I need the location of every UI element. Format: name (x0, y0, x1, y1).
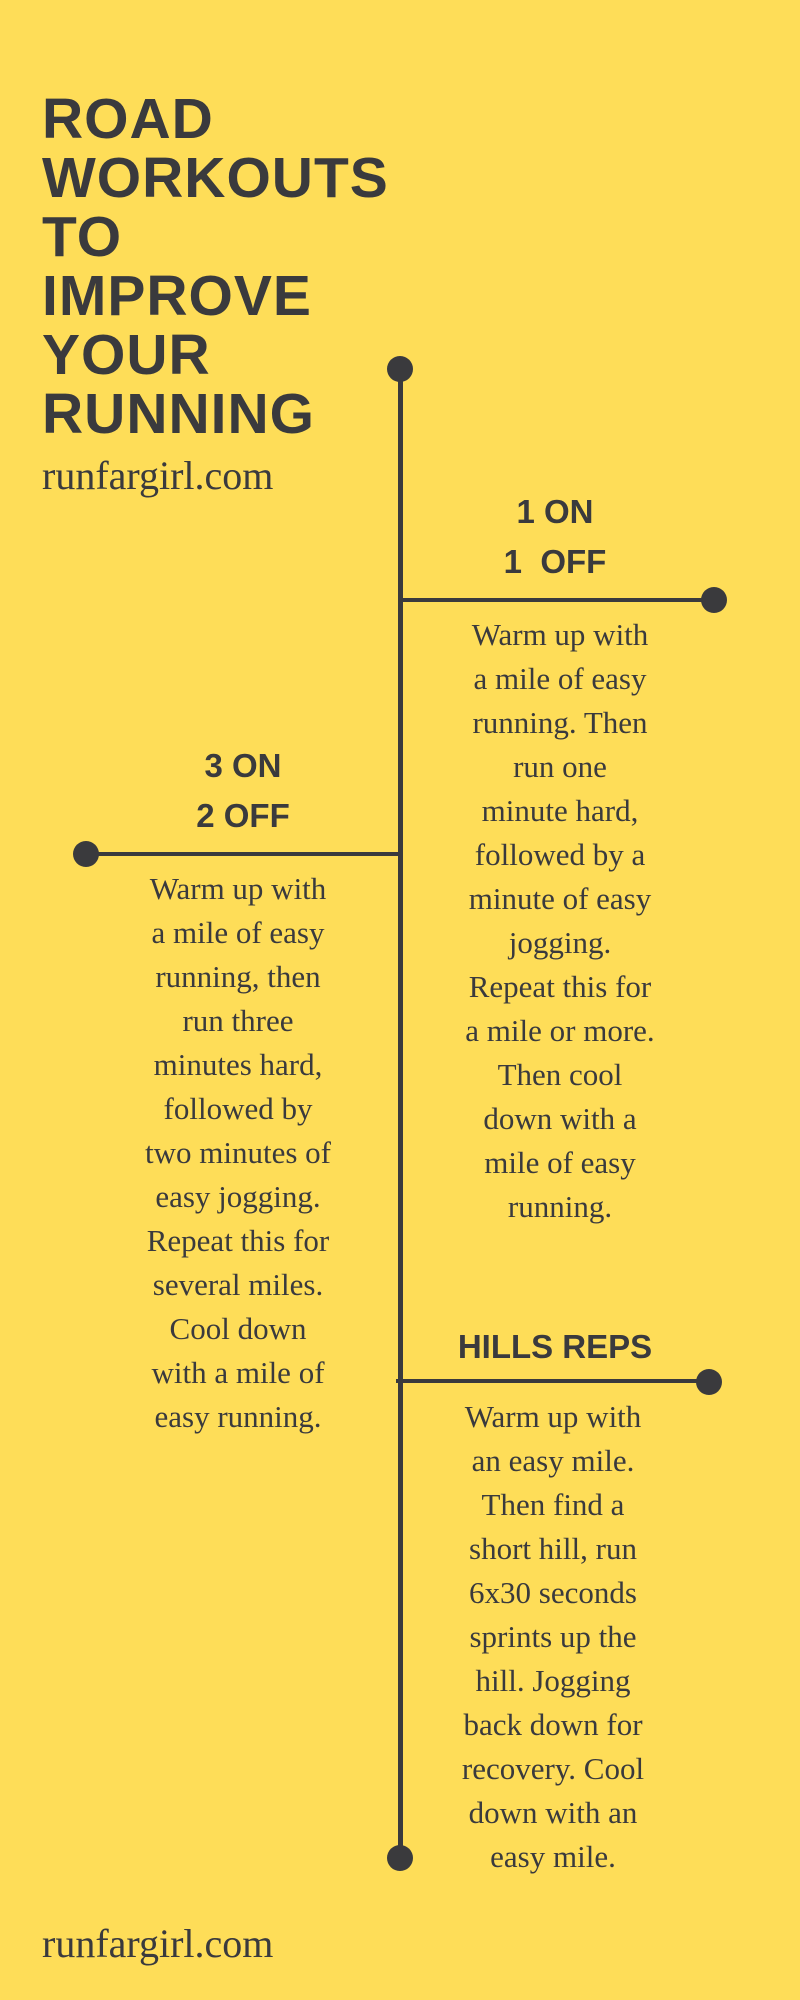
site-name-top: runfargirl.com (42, 453, 274, 498)
workout-title: HILLS REPS (457, 1328, 653, 1365)
title-line: TO (42, 205, 123, 269)
branch-line-hills-reps (396, 1379, 709, 1383)
branch-line-3-on-2-off (86, 852, 402, 856)
workout-title: 3 ON 2 OFF (196, 747, 290, 834)
title-line: IMPROVE (42, 264, 312, 328)
branch-dot-1-on-1-off (701, 587, 727, 613)
branch-dot-3-on-2-off (73, 841, 99, 867)
workout-description: Warm up with a mile of easy running. Then run one minute hard, followed by a minute of easy jogging. Repeat this for a mile or more. Then cool down with a mile of easy running. (465, 617, 655, 1224)
workout-description: Warm up with an easy mile. Then find a short hill, run 6x30 seconds sprints up the hill. Jogging back down for recovery. Cool down with an easy mile. (461, 1399, 645, 1874)
timeline-top-dot (387, 356, 413, 382)
title-line: RUNNING (42, 382, 315, 446)
timeline-vertical-line (398, 369, 403, 1859)
workout-title: 1 ON 1 OFF (503, 493, 607, 580)
timeline-bottom-dot (387, 1845, 413, 1871)
site-name-bottom: runfargirl.com (42, 1921, 274, 1966)
title-line: WORKOUTS (42, 146, 389, 210)
title-line: ROAD (42, 87, 214, 151)
workout-description: Warm up with a mile of easy running, then run three minutes hard, followed by two minutes of easy jogging. Repeat this for several miles. Cool down with a mile of easy running. (145, 871, 331, 1434)
title-line: YOUR (42, 323, 211, 387)
branch-dot-hills-reps (696, 1369, 722, 1395)
branch-line-1-on-1-off (400, 598, 713, 602)
